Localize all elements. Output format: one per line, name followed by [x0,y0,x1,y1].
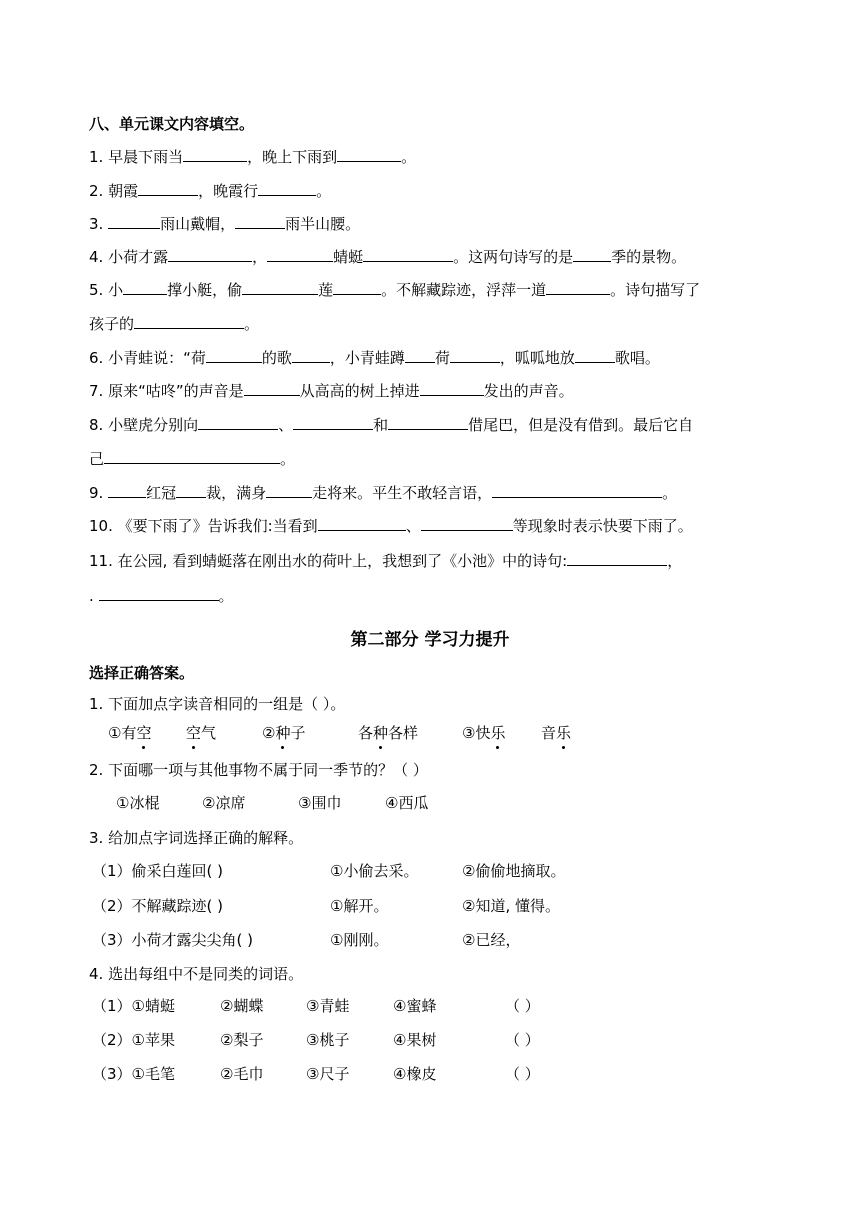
text: ①有 [108,724,137,742]
text: 子 [290,724,306,742]
answer-blank[interactable] [138,180,198,196]
text: ，晚上下雨到 [247,148,338,166]
dotted-char: 种 [373,724,389,742]
answer-blank[interactable] [242,279,318,295]
explain-option[interactable]: ②知道, 懂得。 [462,897,560,915]
text: 4. 小荷才露 [89,248,169,266]
part2-title: 第二部分 学习力提升 [350,630,510,650]
choice-option[interactable] [108,722,151,744]
text: 歌唱。 [614,349,660,367]
word-option[interactable]: ④果树 [393,1031,437,1049]
text: 和 [373,416,389,434]
text: 2. 朝霞 [89,182,139,200]
text: 。这两句诗写的是 [453,248,574,266]
answer-blank[interactable] [405,347,435,363]
answer-blank[interactable] [108,213,160,229]
choice-question-2: 2. 下面哪一项与其他事物不属于同一季节的？（ ） [89,761,428,779]
answer-blank[interactable] [244,380,300,396]
text: 孩子的 [89,315,135,333]
text: ，小青蛙蹲 [329,349,405,367]
dotted-char: 乐 [490,724,506,742]
text: 音 [541,724,557,742]
word-option[interactable]: ②蝴蝶 [220,997,264,1015]
text: 荷 [434,349,450,367]
text: 气 [201,724,217,742]
text: 裁，满身 [206,484,267,502]
text: 9. [89,484,109,502]
question-5 [89,279,700,301]
answer-paren[interactable]: （ ） [505,997,540,1015]
question-11 [89,550,682,572]
word-option[interactable]: ②梨子 [220,1031,264,1049]
choice-option[interactable] [358,722,418,744]
text: 。 [244,315,260,333]
answer-blank[interactable] [99,585,219,601]
choice-option[interactable] [262,722,305,744]
answer-blank[interactable] [388,414,468,430]
question-2 [89,180,331,202]
text: 从高高的树上掉进 [299,382,420,400]
answer-blank[interactable] [104,448,280,464]
text: 。不解藏踪迹，浮萍一道 [381,281,547,299]
explain-option[interactable]: ②已经， [462,931,521,949]
text: 发出的声音。 [483,382,574,400]
answer-blank[interactable] [450,347,500,363]
text: 撑小艇，偷 [167,281,243,299]
text: 7. 原来“咕咚”的声音是 [89,382,244,400]
answer-blank[interactable] [206,347,262,363]
text: 。 [316,182,332,200]
text: ，晚霞行 [198,182,259,200]
text: 雨半山腰。 [285,215,361,233]
text: ，呱呱地放 [499,349,575,367]
text: 己 [89,450,105,468]
text: 。 [662,484,678,502]
question-5-cont [89,313,259,335]
answer-blank[interactable] [235,213,285,229]
answer-blank[interactable] [183,146,247,162]
answer-blank[interactable] [176,482,206,498]
text: 。诗句描写了 [610,281,701,299]
explain-item[interactable]: （1）偷采白莲回( ) [92,862,224,880]
answer-blank[interactable] [266,482,312,498]
word-option[interactable]: ④橡皮 [393,1065,437,1083]
answer-paren[interactable]: （ ） [505,1031,540,1049]
answer-blank[interactable] [363,246,453,262]
word-option[interactable]: ④蜜蜂 [393,997,437,1015]
word-option[interactable]: ③青蛙 [306,997,350,1015]
section-heading: 八、单元课文内容填空。 [89,115,255,133]
word-option[interactable]: ②毛巾 [220,1065,264,1083]
question-11-cont [89,585,234,607]
word-option[interactable]: ③尺子 [306,1065,350,1083]
text: 走将来。平生不敢轻言语， [312,484,493,502]
dotted-char: 种 [275,724,291,742]
text: 雨山戴帽， [160,215,236,233]
text: 6. 小青蛙说：“荷 [89,349,206,367]
explain-item[interactable]: （2）不解藏踪迹( ) [92,897,224,915]
word-option[interactable]: （3）①毛笔 [92,1065,175,1083]
explain-option[interactable]: ①刚刚。 [330,931,389,949]
text: 3. [89,215,109,233]
choice-option[interactable]: ③围巾 [298,794,342,812]
text: 、 [405,517,421,535]
answer-paren[interactable]: （ ） [505,1065,540,1083]
text: 5. 小 [89,281,124,299]
explain-option[interactable]: ②偷偷地摘取。 [462,862,566,880]
dotted-char: 乐 [556,724,572,742]
text: 等现象时表示快要下雨了。 [512,517,693,535]
text: ， [252,248,268,266]
answer-blank[interactable] [420,380,484,396]
text: . [89,587,99,605]
text: 10. 《要下雨了》告诉我们:当看到 [89,517,318,535]
question-6 [89,347,660,369]
question-7 [89,380,574,402]
dotted-char: 空 [136,724,152,742]
explain-item[interactable]: （3）小荷才露尖尖角( ) [92,931,254,949]
choice-option[interactable] [541,722,571,744]
text: 。 [218,587,234,605]
text: ② [262,724,276,742]
answer-blank[interactable] [198,414,278,430]
choice-question-4: 4. 选出每组中不是同类的词语。 [89,965,304,983]
answer-blank[interactable] [318,515,406,531]
dotted-char: 空 [186,724,202,742]
text: ， [667,552,683,570]
answer-blank[interactable] [546,279,610,295]
question-10 [89,515,693,537]
answer-blank[interactable] [123,279,167,295]
text: 季的景物。 [611,248,687,266]
text: 。 [280,450,296,468]
word-option[interactable]: （2）①苹果 [92,1031,175,1049]
text: 、 [278,416,294,434]
part2-subheading: 选择正确答案。 [89,664,195,682]
question-9 [89,482,677,504]
text: 莲 [318,281,334,299]
choice-option[interactable]: ②凉席 [202,794,246,812]
question-8-cont [89,448,295,470]
text: 各样 [388,724,419,742]
answer-blank[interactable] [421,515,513,531]
answer-blank[interactable] [108,482,146,498]
answer-blank[interactable] [258,180,316,196]
word-option[interactable]: ③桃子 [306,1031,350,1049]
text: 8. 小壁虎分别向 [89,416,199,434]
answer-blank[interactable] [168,246,252,262]
text: ③快 [462,724,491,742]
explain-option[interactable]: ①解开。 [330,897,389,915]
answer-blank[interactable] [267,246,333,262]
answer-blank[interactable] [573,246,611,262]
question-3 [89,213,360,235]
text: 11. 在公园, 看到蜻蜓落在刚出水的荷叶上，我想到了《小池》中的诗句: [89,552,568,570]
choice-option[interactable]: ④西瓜 [385,794,429,812]
choice-question-3: 3. 给加点字词选择正确的解释。 [89,829,304,847]
question-8 [89,414,693,436]
word-option[interactable]: （1）①蜻蜓 [92,997,175,1015]
answer-blank[interactable] [567,550,667,566]
text: 红冠 [146,484,177,502]
choice-option[interactable]: ①冰棍 [116,794,160,812]
text: 各 [358,724,374,742]
text: 蜻蜓 [333,248,364,266]
text: 借尾巴，但是没有借到。最后它自 [468,416,694,434]
answer-blank[interactable] [134,313,244,329]
choice-option[interactable] [186,722,216,744]
text: 。 [401,148,417,166]
answer-blank[interactable] [292,347,330,363]
answer-blank[interactable] [293,414,373,430]
answer-blank[interactable] [575,347,615,363]
text: 的歌 [261,349,292,367]
answer-blank[interactable] [333,279,381,295]
choice-question-1: 1. 下面加点字读音相同的一组是（ ）。 [89,695,346,713]
choice-option[interactable] [462,722,505,744]
question-1 [89,146,416,168]
question-4 [89,246,686,268]
answer-blank[interactable] [492,482,662,498]
text: 1. 早晨下雨当 [89,148,184,166]
explain-option[interactable]: ①小偷去采。 [330,862,419,880]
answer-blank[interactable] [337,146,401,162]
